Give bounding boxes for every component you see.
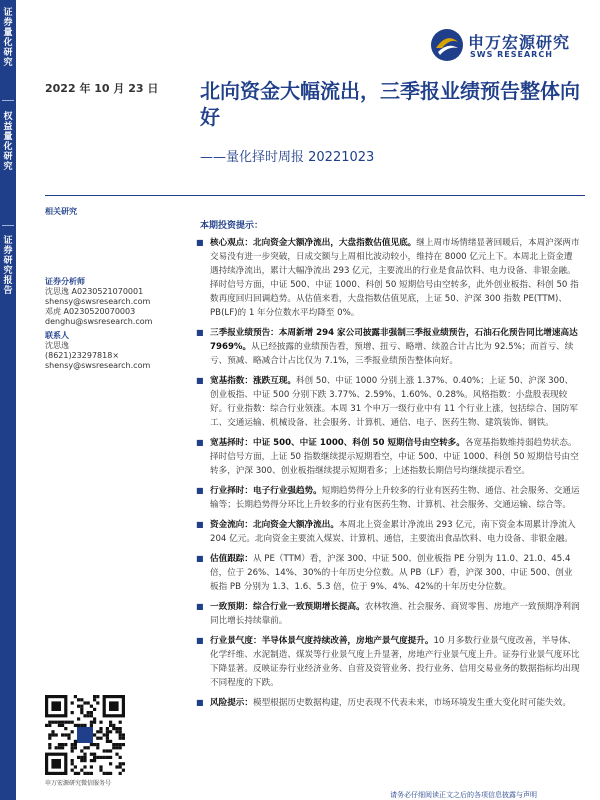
- tip-item-text: 本周北上资金累计净流出 293 亿元，南下资金本周累计净流入 204 亿元。北向资金主要流入煤炭、计算机、通信，主要流出食品饮料、电力设备、非银金融。: [210, 520, 576, 544]
- sidebar-divider: [2, 100, 14, 101]
- qr-caption: 申万宏源研究微信服务号: [45, 780, 112, 787]
- contact-line: (8621)23297818×: [45, 351, 120, 360]
- sidebar-section-report: [0, 236, 16, 296]
- tip-item: [190, 484, 580, 512]
- report-date: 2022 年 10 月 23 日: [45, 82, 159, 95]
- analyst-line: 沈思逸 A0230521070001: [45, 287, 144, 296]
- analyst-line[interactable]: denghu@swsresearch.com: [45, 317, 153, 326]
- tip-item: [190, 436, 580, 478]
- brand-mark-icon: [430, 28, 464, 62]
- tip-item-text: 继上周市场情绪显著回暖后，本周沪深两市交易没有进一步突破，日成交额与上周相比波动较小，维持在 8000 亿元上下。本周北上资金遭遇持续净流出，累计大幅净流出 293 亿元，主要流出的行业是食品饮料、电力设备、非银金融。择时信号方面，中证 500、中证 1000、科创 50 短期信号由空转多，此外创业板指、科创 50 指数再度回归回调趋势。从估值来看，大盘指数估值见底，上证 50、沪深 300 指数 PE(TTM)、PB(LF)的 1 年分位数水平均降至 0%。: [210, 238, 580, 318]
- tip-item: [190, 236, 580, 320]
- contact-label: 联系人: [45, 331, 69, 340]
- sidebar-section-quant: [0, 8, 16, 68]
- tip-item: [190, 634, 580, 690]
- report-title: 北向资金大幅流出，三季报业绩预告整体向好: [200, 79, 580, 129]
- contact-block: [45, 331, 150, 371]
- brand-name-en: SWS RESEARCH: [470, 50, 553, 59]
- contact-line[interactable]: shensy@swsresearch.com: [45, 361, 151, 370]
- tip-item-heading: 宽基指数：涨跌互现。: [210, 376, 296, 386]
- sidebar-section-label: 证 券 研 究 报 告: [3, 236, 13, 296]
- sidebar-section-equity: [0, 112, 16, 172]
- tip-item-text: 短期趋势得分上升较多的行业有医药生物、通信、社会服务、交通运输等；长期趋势得分环比上升较多的行业有医药生物、计算机、社会服务、交通运输、综合等。: [210, 486, 580, 510]
- sidebar-section-label: 证 券 量 化 研 究: [3, 8, 13, 68]
- analyst-line[interactable]: shensy@swsresearch.com: [45, 297, 151, 306]
- disclaimer-footer: 请务必仔细阅读正文之后的各项信息披露与声明: [390, 791, 537, 799]
- sidebar-divider: [2, 225, 14, 226]
- qr-code-icon[interactable]: [45, 695, 125, 775]
- analysts-label: 证券分析师: [45, 277, 85, 286]
- tip-item: [190, 374, 580, 430]
- investment-tips-list: [190, 236, 580, 716]
- tip-item: [190, 518, 580, 546]
- tip-item-heading: 资金流向：北向资金大额净流出。: [210, 520, 339, 530]
- tip-item-heading: 一致预期：综合行业一致预期增长提高。: [210, 602, 365, 612]
- tip-item-heading: 核心观点：北向资金大额净流出，大盘指数估值见底。: [210, 238, 417, 248]
- tip-item: [190, 696, 580, 710]
- tip-item-heading: 行业景气度：半导体景气度持续改善，房地产景气度提升。: [210, 636, 434, 646]
- tip-item-text: 从已经披露的业绩预告看，预增、扭亏、略增、续盈合计占比为 92.5%；而首亏、续亏、预减、略减合计占比仅为 7.1%，三季报业绩预告整体向好。: [210, 342, 574, 366]
- tip-item-text: 从 PE（TTM）看，沪深 300、中证 500、创业板指 PE 分别为 11.0、21.0、45.4 倍，位于 26%、14%、30%的十年历史分位数。从 PB（LF）看，沪深 300、中证 500、创业板指 PB 分别为 1.3、1.6、5.3 倍，位于 9%、4%、42%的十年历史分位数。: [210, 554, 573, 592]
- sidebar-section-label: 权 益 量 化 研 究: [3, 112, 13, 172]
- investment-tips-title: 本期投资提示：: [200, 221, 264, 231]
- brand-logo: [430, 28, 580, 64]
- brand-name-cn: 申万宏源研究: [468, 33, 571, 52]
- tip-item-heading: 估值跟踪：: [210, 554, 253, 564]
- sidebar: [0, 0, 16, 800]
- tip-item-heading: 三季报业绩预告：本周新增 294 家公司披露非强制三季报业绩预告，石油石化预告同比增速高达 7969%。: [210, 328, 578, 352]
- tip-item-text: 科创 50、中证 1000 分别上涨 1.37%、0.40%；上证 50、沪深 300、创业板指、中证 500 分别下跌 3.77%、2.59%、1.60%、0.28%。风格指数：小盘股表现较好。行业指数：综合行业领涨。本周 31 个申万一级行业中有 11 个行业上涨，包括综合、国防军工、交通运输、机械设备、社会服务、计算机、通信、电子、医药生物、建筑装饰、钢铁。: [210, 376, 578, 428]
- tip-item-heading: 行业择时：电子行业强趋势。: [210, 486, 322, 496]
- header-divider: [45, 195, 585, 196]
- tip-item-heading: 风险提示：: [210, 698, 253, 708]
- tip-item-text: 各宽基指数维持弱趋势状态。择时信号方面，上证 50 指数继续提示短期看空，中证 500、中证 1000、科创 50 短期信号由空转多，沪深 300、创业板指继续提示短期看多；上述指数长期信号均继续提示看空。: [210, 438, 579, 476]
- analyst-line: 邓虎 A0230520070003: [45, 307, 136, 316]
- tip-item-text: 10 月多数行业景气度改善，半导体、化学纤维、水泥制造、煤炭等行业景气度上升显著，房地产行业景气度上升。证券行业景气度环比下降显著。反映证券行业经济业务、自营及资管业务、投行业务、信用交易业务的数据指标均出现不同程度的下跌。: [210, 636, 580, 688]
- tip-item: [190, 552, 580, 594]
- related-research-label: 相关研究: [45, 207, 77, 216]
- tip-item-heading: 宽基择时：中证 500、中证 1000、科创 50 短期信号由空转多。: [210, 438, 465, 448]
- tip-item: [190, 600, 580, 628]
- report-subtitle: ——量化择时周报 20221023: [200, 150, 375, 165]
- contact-line: 沈思逸: [45, 341, 69, 350]
- tip-item: [190, 326, 580, 368]
- analysts-block: [45, 277, 152, 327]
- tip-item-text: 农林牧渔、社会服务、商贸零售、房地产一致预期净利润同比增长持续靠前。: [210, 602, 580, 626]
- tip-item-text: 模型根据历史数据构建，历史表现不代表未来，市场环境发生重大变化时可能失效。: [252, 698, 571, 708]
